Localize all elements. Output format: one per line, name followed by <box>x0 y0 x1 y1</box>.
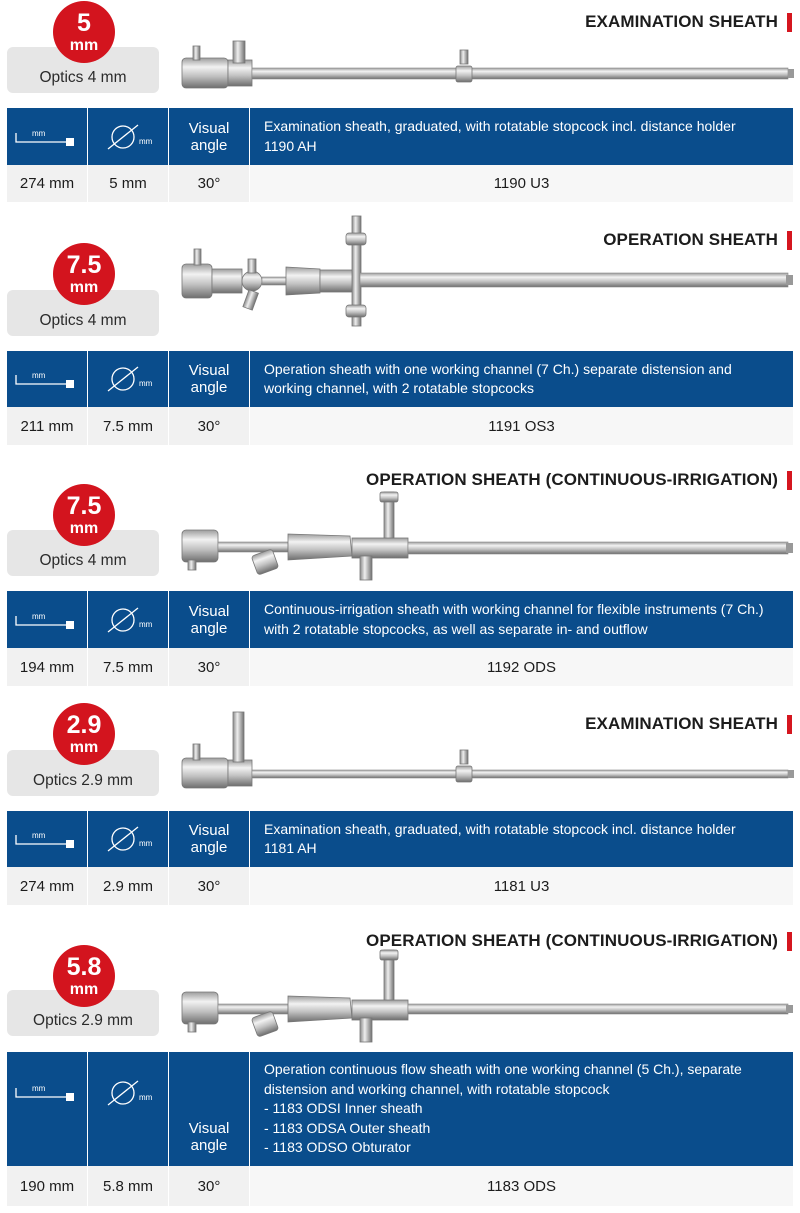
svg-text:mm: mm <box>139 379 153 388</box>
length-value: 211 mm <box>7 407 88 445</box>
section-title: OPERATION SHEATH (CONTINUOUS-IRRIGATION) <box>366 931 792 951</box>
visual-angle-header: Visual angle <box>169 811 250 867</box>
article-number: 1192 ODS <box>250 648 793 686</box>
svg-text:mm: mm <box>32 1084 46 1093</box>
description: Examination sheath, graduated, with rotatable stopcock incl. distance holder 1190 AH <box>264 118 736 154</box>
svg-text:mm: mm <box>139 136 153 146</box>
visual-angle-header: Visual angle <box>169 591 250 648</box>
red-marker-icon <box>787 13 792 32</box>
spec-table-row <box>7 867 793 905</box>
optics-label: Optics 2.9 mm <box>7 990 159 1036</box>
spec-table-header <box>7 351 793 407</box>
spec-table-header <box>7 108 793 165</box>
visual-angle-header: Visual angle <box>169 108 250 165</box>
spec-table-header <box>7 591 793 648</box>
size-badge: 2.9 mm <box>53 703 115 765</box>
optics-label: Optics 4 mm <box>7 530 159 576</box>
spec-table-header <box>7 1052 793 1166</box>
svg-text:mm: mm <box>32 611 46 621</box>
spec-table <box>7 351 793 445</box>
section-title: OPERATION SHEATH (CONTINUOUS-IRRIGATION) <box>366 470 792 490</box>
angle-value: 30° <box>169 407 250 445</box>
description: Examination sheath, graduated, with rotatable stopcock incl. distance holder 1181 AH <box>264 820 736 856</box>
spec-table-row <box>7 407 793 445</box>
spec-table <box>7 108 793 202</box>
length-value: 274 mm <box>7 165 88 202</box>
angle-value: 30° <box>169 867 250 905</box>
visual-angle-header: Visual angle <box>169 351 250 407</box>
svg-text:mm: mm <box>32 128 46 138</box>
diameter-icon <box>88 1052 169 1166</box>
angle-value: 30° <box>169 648 250 686</box>
product-section-4 <box>0 688 800 908</box>
length-icon <box>7 351 88 407</box>
size-badge: 7.5 mm <box>53 484 115 546</box>
continuous-irrigation-sheath-icon <box>180 948 796 1044</box>
section-title: EXAMINATION SHEATH <box>585 12 792 32</box>
size-badge: 5 mm <box>53 1 115 63</box>
examination-sheath-icon <box>180 710 796 798</box>
size-badge: 7.5 mm <box>53 243 115 305</box>
size-badge: 5.8 mm <box>53 945 115 1007</box>
article-number: 1183 ODS <box>250 1166 793 1206</box>
article-number: 1190 U3 <box>250 165 793 202</box>
svg-text:mm: mm <box>139 839 153 848</box>
diameter-value: 5.8 mm <box>88 1166 169 1206</box>
length-icon <box>7 591 88 648</box>
svg-text:mm: mm <box>139 1093 153 1102</box>
optics-label: Optics 2.9 mm <box>7 750 159 796</box>
angle-value: 30° <box>169 1166 250 1206</box>
length-icon <box>7 108 88 165</box>
optics-label: Optics 4 mm <box>7 47 159 93</box>
diameter-icon <box>88 108 169 165</box>
spec-table-header <box>7 811 793 867</box>
product-section-1 <box>0 0 800 205</box>
continuous-irrigation-sheath-icon <box>180 490 796 582</box>
article-number: 1191 OS3 <box>250 407 793 445</box>
diameter-value: 2.9 mm <box>88 867 169 905</box>
description: Continuous-irrigation sheath with working channel for flexible instruments (7 Ch.) with 2 rotatable stopcocks, as well as separate in- and outflow <box>264 601 764 637</box>
article-number: 1181 U3 <box>250 867 793 905</box>
examination-sheath-icon <box>180 38 796 98</box>
spec-table-row <box>7 1166 793 1206</box>
description: Operation continuous flow sheath with one working channel (5 Ch.), separate distension and working channel, with rotatable stopcock - 1183 ODSI Inner sheath - 1183 ODSA Outer sheath - 1183 ODSO Obturator <box>264 1061 742 1156</box>
spec-table-row <box>7 648 793 686</box>
diameter-value: 7.5 mm <box>88 407 169 445</box>
product-section-3 <box>0 448 800 688</box>
operation-sheath-icon <box>180 209 796 337</box>
spec-table-row <box>7 165 793 202</box>
optics-label: Optics 4 mm <box>7 290 159 336</box>
diameter-icon <box>88 591 169 648</box>
diameter-icon <box>88 351 169 407</box>
length-value: 190 mm <box>7 1166 88 1206</box>
length-value: 194 mm <box>7 648 88 686</box>
visual-angle-header: Visual angle <box>169 1052 250 1166</box>
spec-table <box>7 811 793 905</box>
length-value: 274 mm <box>7 867 88 905</box>
svg-text:mm: mm <box>139 619 153 629</box>
red-marker-icon <box>787 471 792 490</box>
section-title: EXAMINATION SHEATH <box>585 714 792 734</box>
angle-value: 30° <box>169 165 250 202</box>
section-title: OPERATION SHEATH <box>603 230 792 250</box>
diameter-value: 7.5 mm <box>88 648 169 686</box>
svg-text:mm: mm <box>32 831 46 840</box>
spec-table <box>7 591 793 686</box>
product-section-2 <box>0 205 800 448</box>
svg-text:mm: mm <box>32 371 46 380</box>
diameter-value: 5 mm <box>88 165 169 202</box>
diameter-icon <box>88 811 169 867</box>
length-icon <box>7 1052 88 1166</box>
product-section-5 <box>0 908 800 1213</box>
description: Operation sheath with one working channel (7 Ch.) separate distension and working channel, with 2 rotatable stopcocks <box>264 360 732 396</box>
length-icon <box>7 811 88 867</box>
spec-table <box>7 1052 793 1206</box>
